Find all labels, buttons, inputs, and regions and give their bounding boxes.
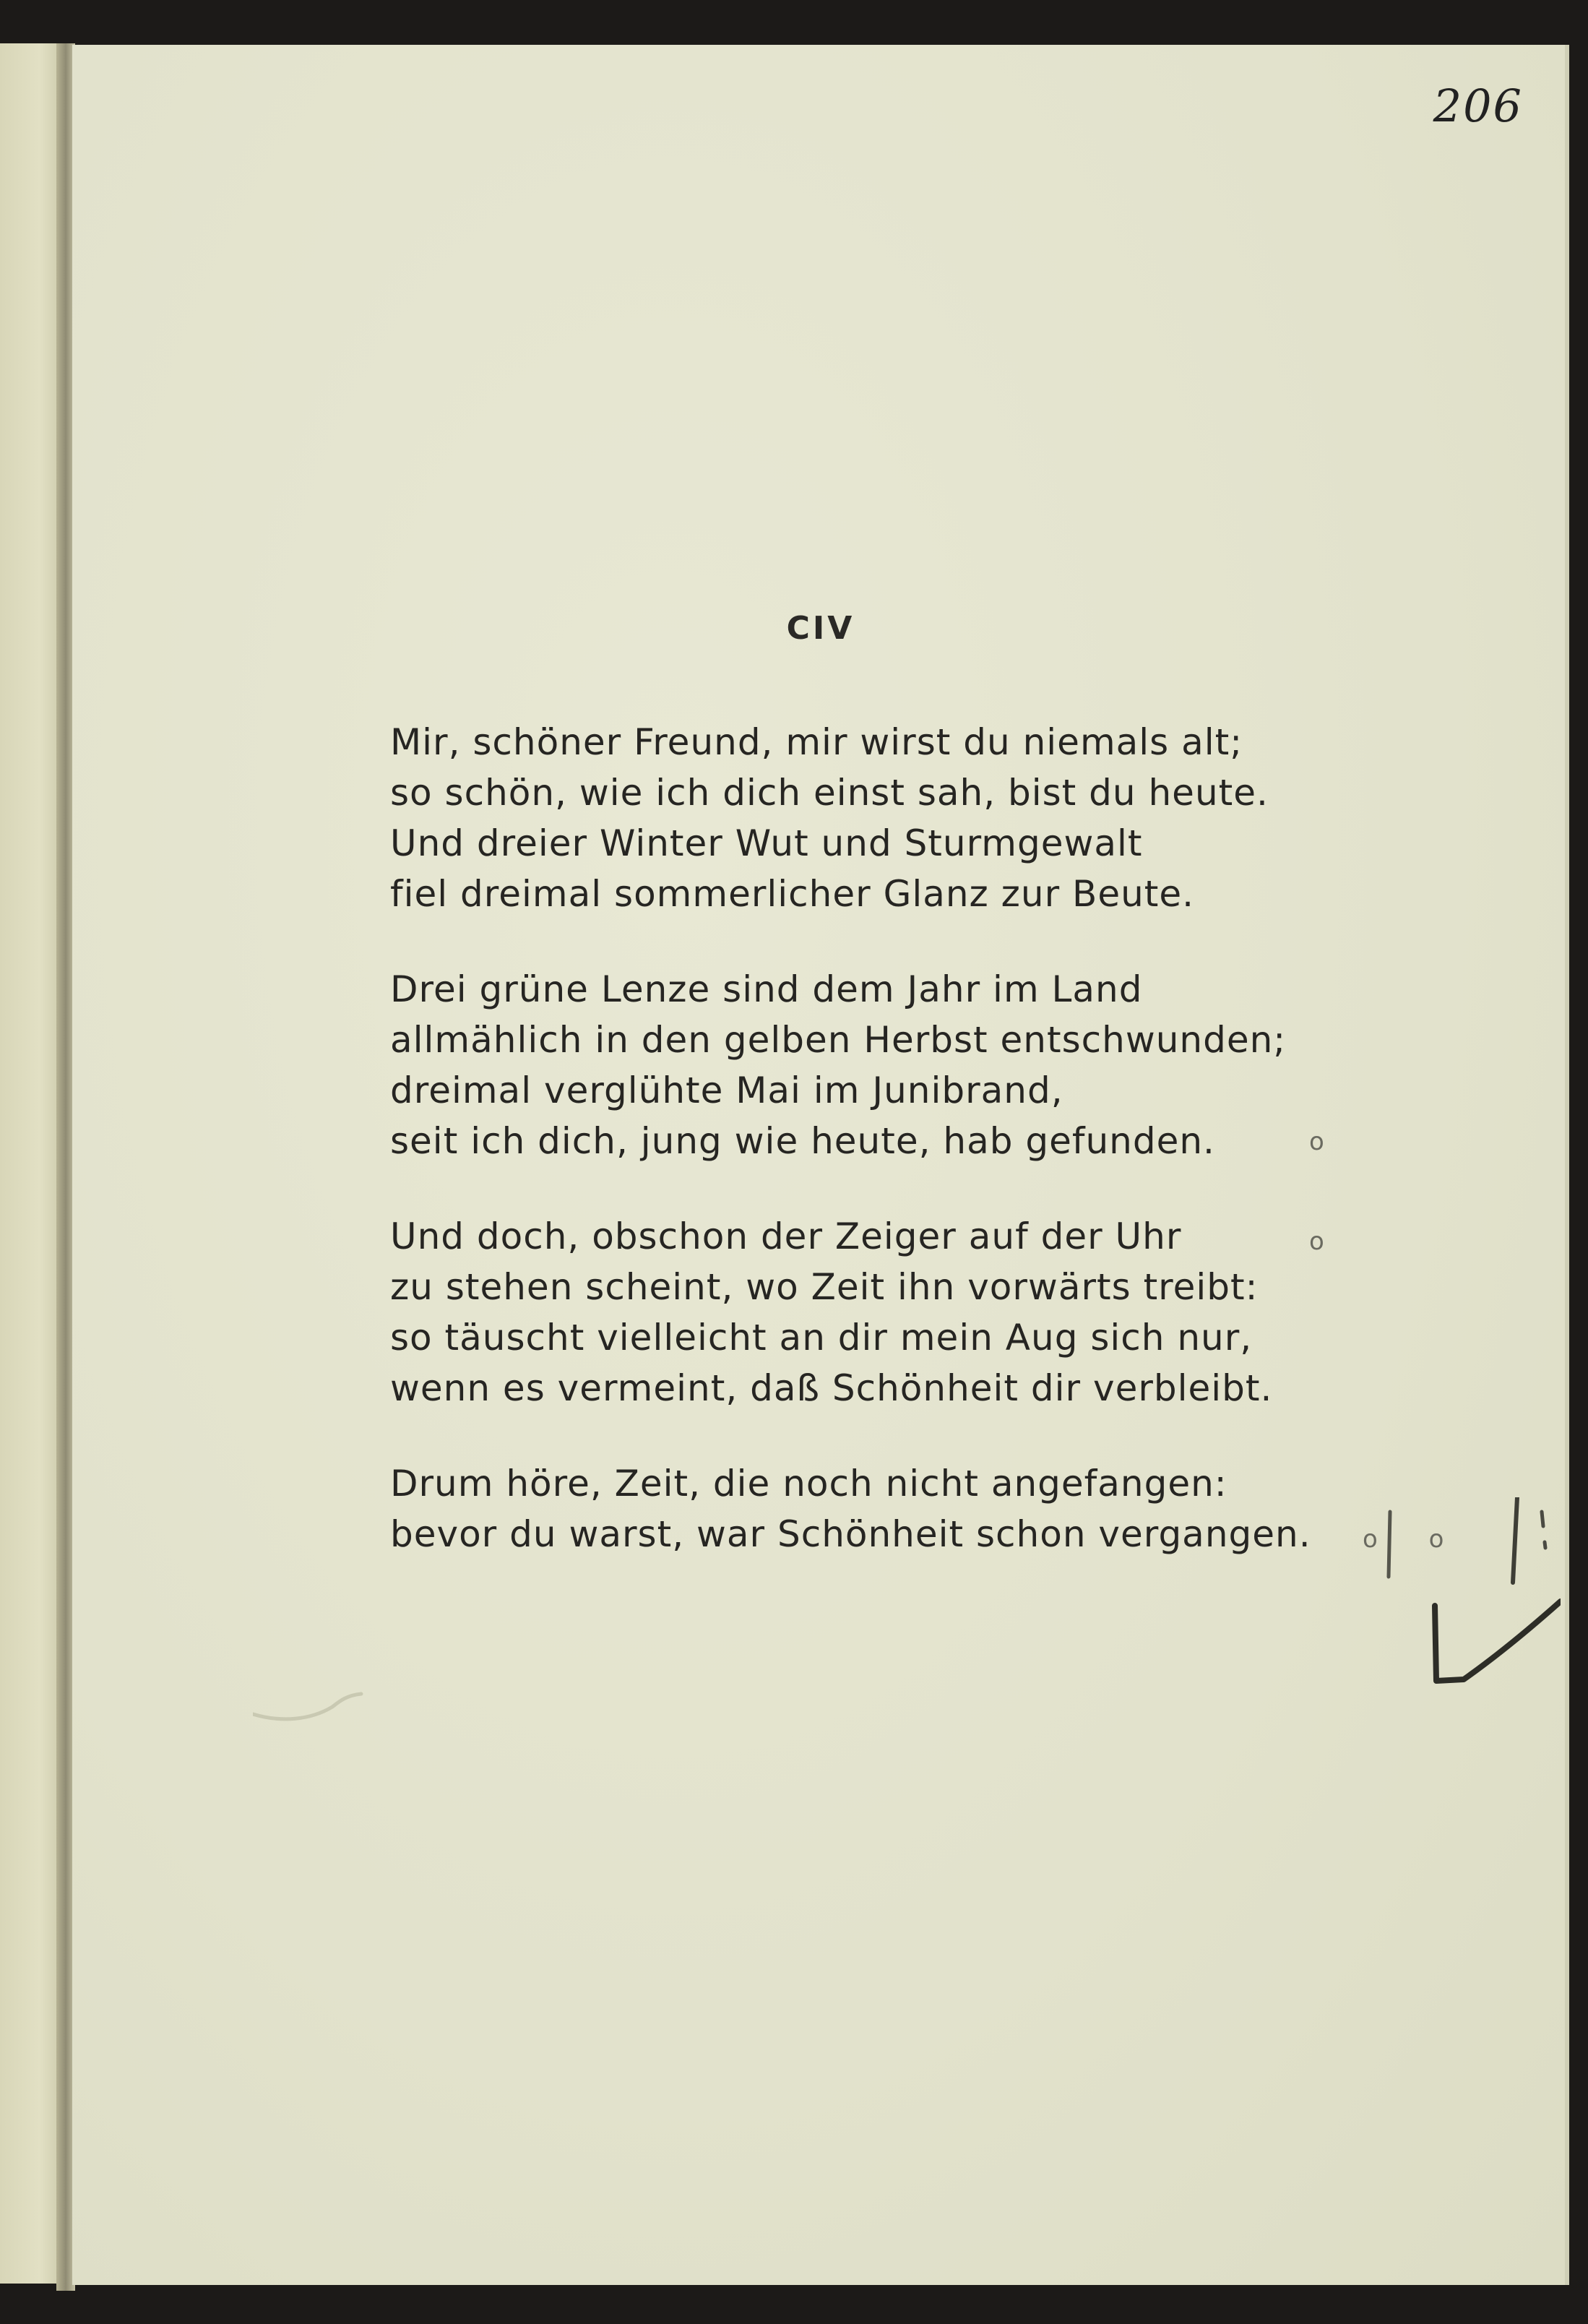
pencil-check-mark-icon: [1380, 1497, 1561, 1685]
poem-line: bevor du warst, war Schönheit schon vergangen.: [390, 1513, 1311, 1555]
stanza-1: [390, 717, 1402, 919]
page-edge: [1565, 45, 1569, 2285]
stanza-4: [390, 1458, 1402, 1559]
poem-line: wenn es vermeint, daß Schönheit dir verbleibt.: [390, 1367, 1273, 1409]
poem-line: so schön, wie ich dich einst sah, bist du heute.: [390, 772, 1269, 814]
poem-title: CIV: [786, 610, 855, 647]
poem-line: zu stehen scheint, wo Zeit ihn vorwärts treibt:: [390, 1266, 1259, 1308]
poem-line: dreimal verglühte Mai im Junibrand,: [390, 1070, 1063, 1111]
poem-line: Drei grüne Lenze sind dem Jahr im Land: [390, 968, 1143, 1010]
page-number-handwritten: 206: [1433, 79, 1523, 132]
margin-mark: o o: [1363, 1525, 1466, 1554]
poem-line: so täuscht vielleicht an dir mein Aug sich nur,: [390, 1317, 1253, 1359]
poem-line: fiel dreimal sommerlicher Glanz zur Beute.: [390, 873, 1195, 915]
stanza-2: [390, 964, 1402, 1166]
book-page: [72, 45, 1569, 2285]
poem-line: Und doch, obschon der Zeiger auf der Uhr: [390, 1215, 1182, 1257]
poem-line: Und dreier Winter Wut und Sturmgewalt: [390, 822, 1143, 864]
margin-mark: o: [1309, 1127, 1324, 1156]
stanza-3: [390, 1211, 1402, 1413]
margin-mark: o: [1309, 1227, 1324, 1256]
poem-line: seit ich dich, jung wie heute, hab gefunden.: [390, 1120, 1215, 1162]
poem-body: [390, 717, 1402, 1604]
poem-line: allmählich in den gelben Herbst entschwunden;: [390, 1019, 1287, 1061]
poem-line: Mir, schöner Freund, mir wirst du niemals alt;: [390, 721, 1243, 763]
poem-line: Drum höre, Zeit, die noch nicht angefangen:: [390, 1463, 1227, 1505]
page-crease-mark: [253, 1685, 368, 1729]
